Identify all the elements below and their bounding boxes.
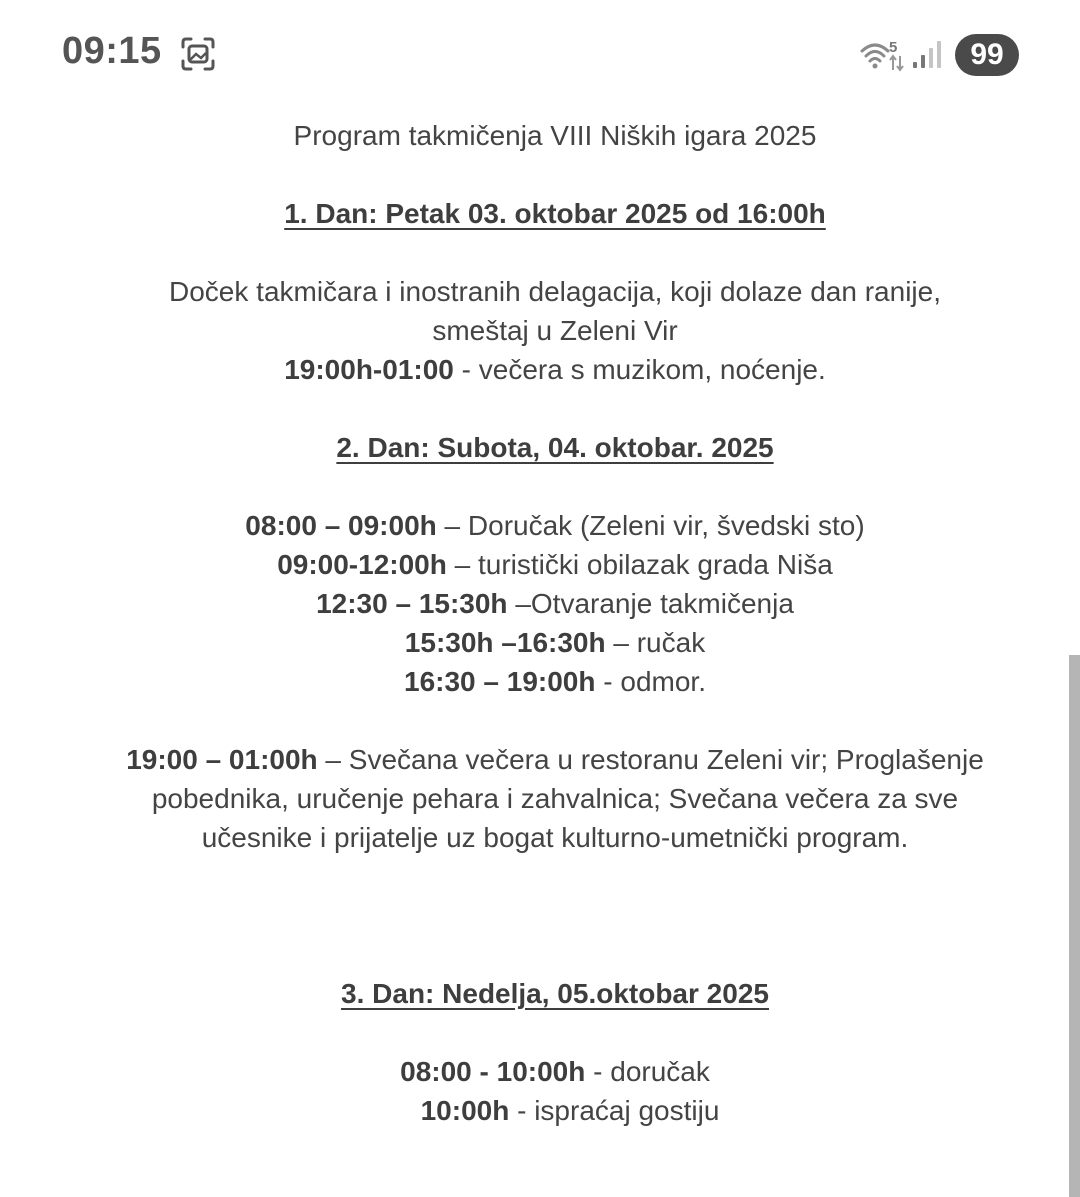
day2-item <box>60 506 1050 545</box>
day1-item <box>60 350 1050 389</box>
day2-item-time: 12:30 – 15:30h <box>316 588 508 619</box>
day2-item-time: 15:30h –16:30h <box>404 627 606 658</box>
day3-item <box>60 1052 1050 1091</box>
day2-item-time: 09:00-12:00h <box>277 549 447 580</box>
day2-item-time: 08:00 – 09:00h <box>245 510 437 541</box>
signal-icon <box>912 40 942 70</box>
day2-heading: 2. Dan: Subota, 04. oktobar. 2025 <box>336 432 774 463</box>
day3-item-time: 10:00h <box>420 1095 510 1126</box>
day2-evening-line3: učesnike i prijatelje uz bogat kulturno-umetnički program. <box>201 822 909 853</box>
status-bar <box>0 0 1080 110</box>
day2-item-text: - odmor. <box>595 666 706 697</box>
day3-item-text: - doručak <box>585 1056 710 1087</box>
wifi-icon <box>860 38 906 72</box>
day2-evening-text: – Svečana večera u restoranu Zeleni vir; Proglašenje <box>317 744 984 775</box>
document-title: Program takmičenja VIII Niških igara 2025 <box>293 120 817 151</box>
day2-item-time: 16:30 – 19:00h <box>404 666 596 697</box>
day1-heading: 1. Dan: Petak 03. oktobar 2025 od 16:00h <box>284 198 826 229</box>
day1-line1: Doček takmičara i inostranih delagacija, koji dolaze dan ranije, <box>169 276 941 307</box>
day2-item <box>60 662 1050 701</box>
day2-item <box>60 584 1050 623</box>
day3-item-time: 08:00 - 10:00h <box>400 1056 586 1087</box>
program-document <box>60 116 1050 1130</box>
day2-item <box>60 545 1050 584</box>
day3-item <box>60 1091 1050 1130</box>
battery-badge: 99 <box>955 34 1019 76</box>
day2-item <box>60 623 1050 662</box>
scrollbar[interactable] <box>1069 655 1080 1197</box>
day3-item-text: - ispraćaj gostiju <box>509 1095 720 1126</box>
screenshot-icon <box>180 36 216 72</box>
network-type: 5 <box>889 39 898 56</box>
day2-evening-line1 <box>60 740 1050 779</box>
day2-item-text: – ručak <box>605 627 706 658</box>
day1-item-time: 19:00h-01:00 <box>284 354 454 385</box>
day1-line2: smeštaj u Zeleni Vir <box>432 315 678 346</box>
day2-item-text: – turistički obilazak grada Niša <box>446 549 833 580</box>
day1-item-text: - večera s muzikom, noćenje. <box>453 354 826 385</box>
day2-item-text: –Otvaranje takmičenja <box>507 588 794 619</box>
day2-evening-time: 19:00 – 01:00h <box>126 744 318 775</box>
day2-item-text: – Doručak (Zeleni vir, švedski sto) <box>436 510 865 541</box>
day2-evening-line2: pobednika, uručenje pehara i zahvalnica; Svečana večera za sve <box>151 783 959 814</box>
status-time: 09:15 <box>62 30 162 72</box>
day3-heading: 3. Dan: Nedelja, 05.oktobar 2025 <box>341 978 769 1009</box>
